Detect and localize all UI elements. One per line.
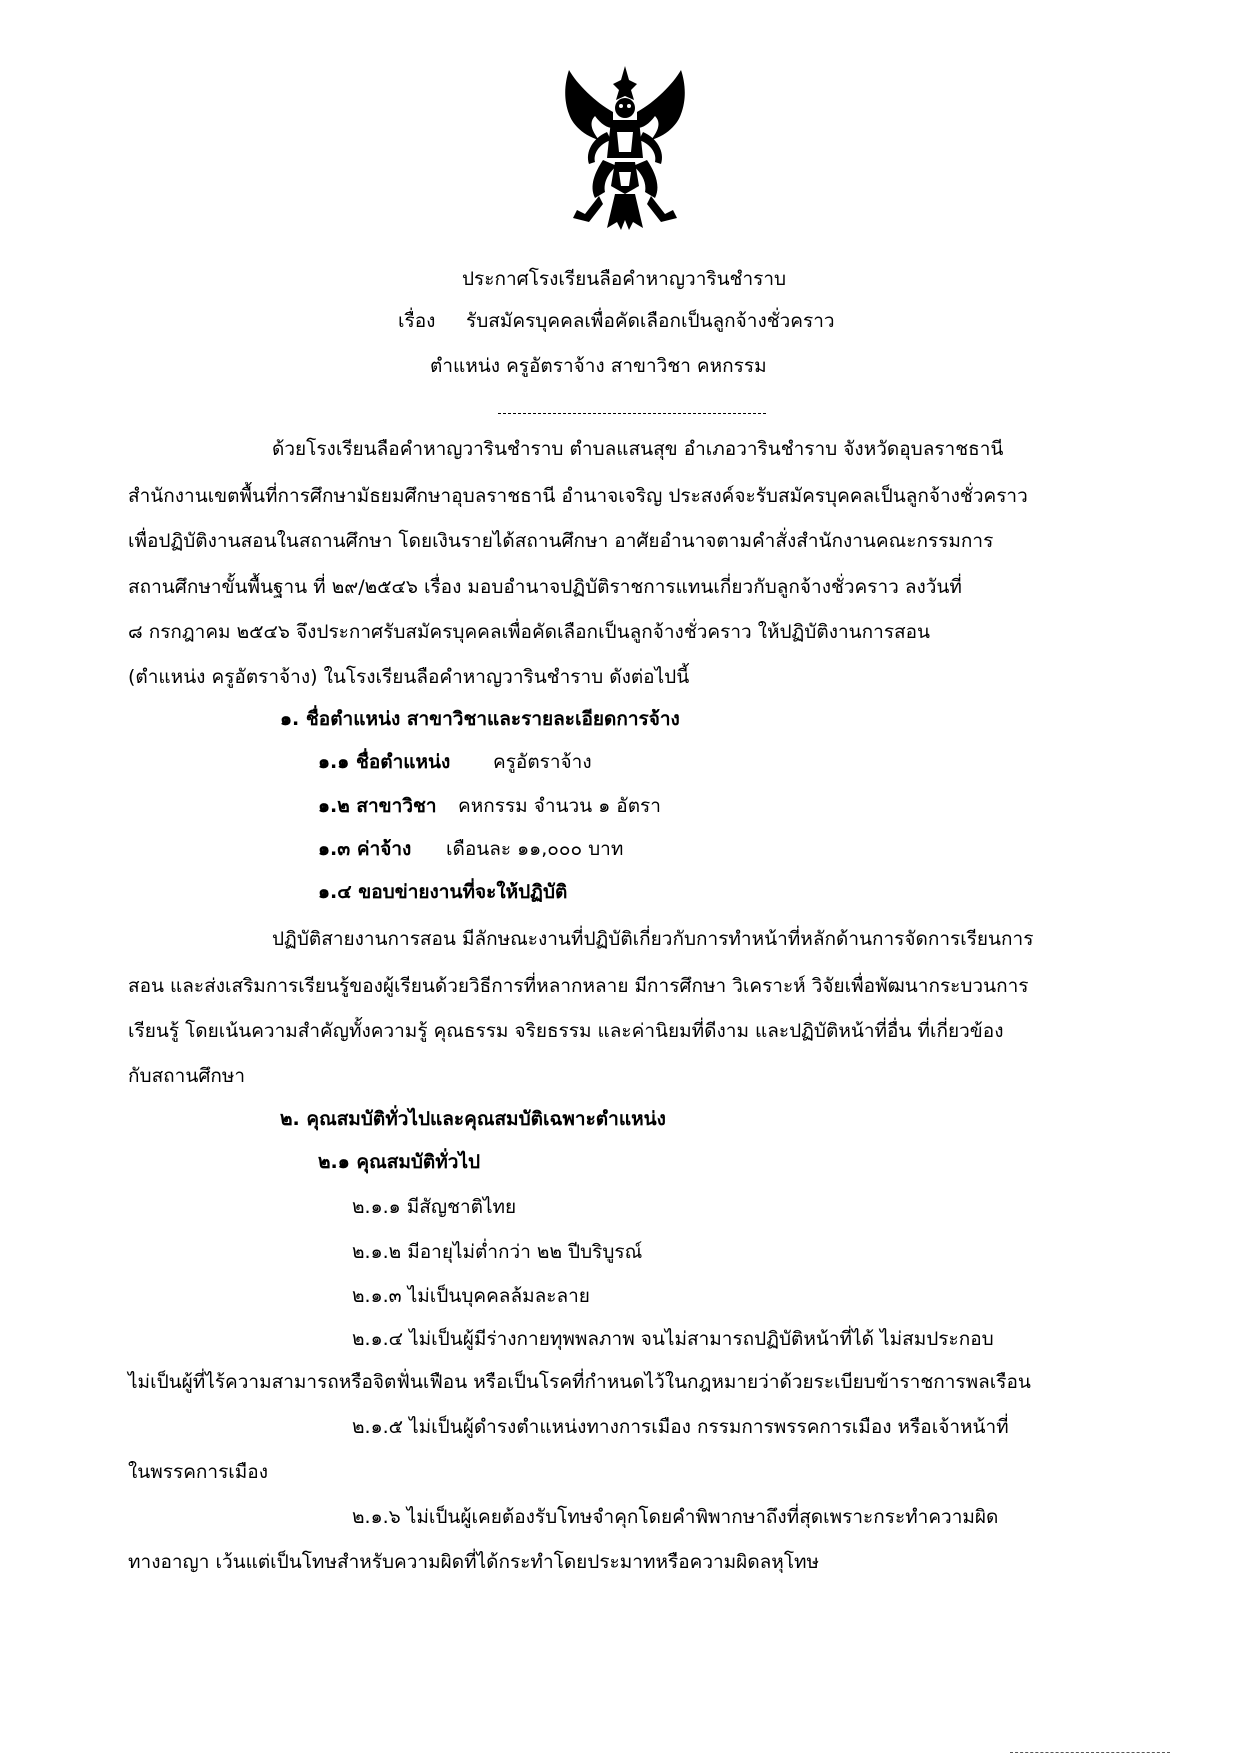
item-1-2 — [318, 797, 661, 816]
section1-heading: ๑. ชื่อตำแหน่ง สาขาวิชาและรายละเอียดการจ้าง — [280, 708, 680, 730]
item-1-3 — [318, 840, 623, 859]
item-1-2-label: ๑.๒ สาขาวิชา — [318, 795, 437, 817]
scope-line: สอน และส่งเสริมการเรียนรู้ของผู้เรียนด้วยวิธีการที่หลากหลาย มีการศึกษา วิเคราะห์ วิจัยเพื่อพัฒนากระบวนการ — [128, 975, 1029, 997]
intro-line: (ตำแหน่ง ครูอัตราจ้าง) ในโรงเรียนลือคำหาญวารินชำราบ ดังต่อไปนี้ — [128, 666, 690, 688]
qualification-6-cont: ทางอาญา เว้นแต่เป็นโทษสำหรับความผิดที่ได้กระทำโดยประมาทหรือความผิดลหุโทษ — [128, 1551, 820, 1573]
intro-line: สถานศึกษาขั้นพื้นฐาน ที่ ๒๙/๒๕๔๖ เรื่อง มอบอำนาจปฏิบัติราชการแทนเกี่ยวกับลูกจ้างชั่วคราว ลงวันที่ — [128, 576, 962, 598]
item-1-2-value: คหกรรม จำนวน ๑ อัตรา — [458, 795, 661, 817]
qualification-4-cont: ไม่เป็นผู้ที่ไร้ความสามารถหรือจิตฟั่นเฟือน หรือเป็นโรคที่กำหนดไว้ในกฎหมายว่าด้วยระเบียบข้าราชการพลเรือน — [128, 1371, 1031, 1393]
intro-line: สำนักงานเขตพื้นที่การศึกษามัธยมศึกษาอุบลราชธานี อำนาจเจริญ ประสงค์จะรับสมัครบุคคลเป็นลูกจ้างชั่วคราว — [128, 485, 1028, 507]
intro-line: เพื่อปฏิบัติงานสอนในสถานศึกษา โดยเงินรายได้สถานศึกษา อาศัยอำนาจตามคำสั่งสำนักงานคณะกรรมการ — [128, 530, 994, 552]
item-1-1-label: ๑.๑ ชื่อตำแหน่ง — [318, 751, 451, 773]
subject-label: เรื่อง — [398, 310, 436, 332]
qualification-1: ๒.๑.๑ มีสัญชาติไทย — [352, 1196, 517, 1218]
item-1-1-value: ครูอัตราจ้าง — [493, 751, 592, 773]
qualification-5-cont: ในพรรคการเมือง — [128, 1461, 268, 1483]
subject-text: รับสมัครบุคคลเพื่อคัดเลือกเป็นลูกจ้างชั่วคราว — [466, 310, 835, 332]
scan-mark — [1010, 1752, 1170, 1753]
subject-line — [398, 312, 835, 331]
document-title: ประกาศโรงเรียนลือคำหาญวารินชำราบ — [462, 268, 787, 290]
item-1-3-label: ๑.๓ ค่าจ้าง — [318, 838, 412, 860]
qualification-3: ๒.๑.๓ ไม่เป็นบุคคลล้มละลาย — [352, 1285, 590, 1307]
section2-sub-heading: ๒.๑ คุณสมบัติทั่วไป — [318, 1151, 481, 1173]
position-line: ตำแหน่ง ครูอัตราจ้าง สาขาวิชา คหกรรม — [430, 355, 767, 377]
scope-line: กับสถานศึกษา — [128, 1065, 246, 1087]
intro-line: ด้วยโรงเรียนลือคำหาญวารินชำราบ ตำบลแสนสุข อำเภอวารินชำราบ จังหวัดอุบลราชธานี — [272, 438, 1004, 460]
section2-heading: ๒. คุณสมบัติทั่วไปและคุณสมบัติเฉพาะตำแหน่ง — [280, 1108, 666, 1130]
item-1-3-value: เดือนละ ๑๑,๐๐๐ บาท — [446, 838, 624, 860]
qualification-2: ๒.๑.๒ มีอายุไม่ต่ำกว่า ๒๒ ปีบริบูรณ์ — [352, 1241, 643, 1263]
item-1-1 — [318, 753, 592, 772]
garuda-emblem — [555, 62, 695, 232]
header-divider — [498, 413, 766, 414]
item-1-4: ๑.๔ ขอบข่ายงานที่จะให้ปฏิบัติ — [318, 881, 568, 903]
qualification-4: ๒.๑.๔ ไม่เป็นผู้มีร่างกายทุพพลภาพ จนไม่สามารถปฏิบัติหน้าที่ได้ ไม่สมประกอบ — [352, 1328, 994, 1350]
scope-line: เรียนรู้ โดยเน้นความสำคัญทั้งความรู้ คุณธรรม จริยธรรม และค่านิยมที่ดีงาม และปฏิบัติหน้าที่อื่น ที่เกี่ยวข้อง — [128, 1020, 1004, 1042]
scope-line: ปฏิบัติสายงานการสอน มีลักษณะงานที่ปฏิบัติเกี่ยวกับการทำหน้าที่หลักด้านการจัดการเรียนการ — [272, 928, 1034, 950]
qualification-5: ๒.๑.๕ ไม่เป็นผู้ดำรงตำแหน่งทางการเมือง กรรมการพรรคการเมือง หรือเจ้าหน้าที่ — [352, 1416, 1009, 1438]
intro-line: ๘ กรกฎาคม ๒๕๔๖ จึงประกาศรับสมัครบุคคลเพื่อคัดเลือกเป็นลูกจ้างชั่วคราว ให้ปฏิบัติงานการสอน — [128, 621, 931, 643]
qualification-6: ๒.๑.๖ ไม่เป็นผู้เคยต้องรับโทษจำคุกโดยคำพิพากษาถึงที่สุดเพราะกระทำความผิด — [352, 1506, 999, 1528]
